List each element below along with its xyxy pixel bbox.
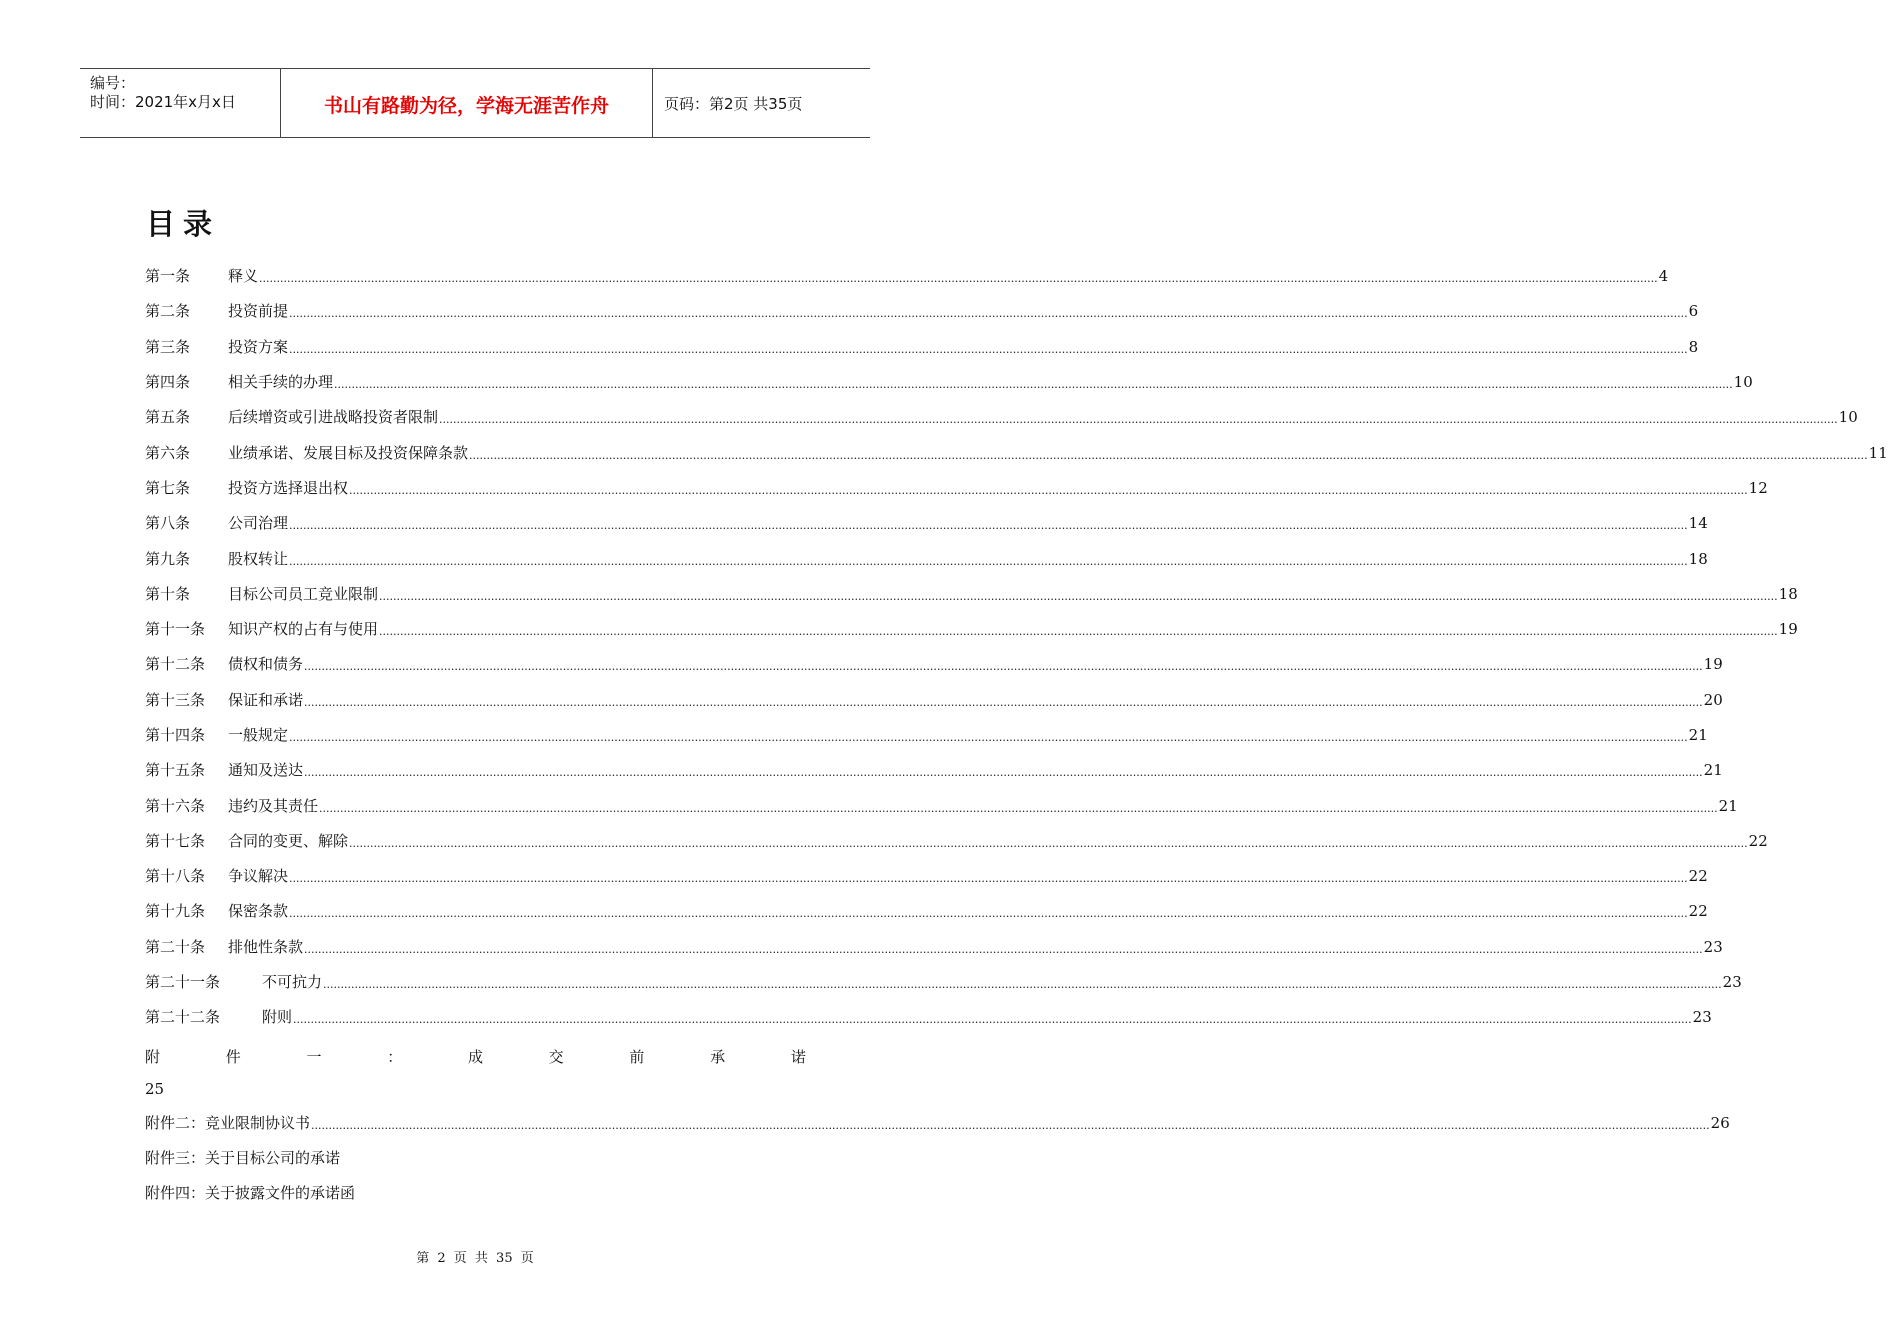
toc-entry-title: 后续增资或引进战略投资者限制 <box>228 408 439 427</box>
toc-entry-title: 投资方案 <box>228 337 289 356</box>
toc-entry-annex-1[interactable] <box>145 1036 806 1073</box>
toc-leader-dots: ................................................................................................................................................................................................................................................................................................................................................................................................................ <box>319 801 1718 815</box>
toc-entry-page: 6 <box>1688 302 1699 321</box>
toc-entry[interactable] <box>145 930 1723 965</box>
toc-annex-char: 附 <box>145 1047 161 1066</box>
toc-leader-dots: ................................................................................................................................................................................................................................................................................................................................................................................................................ <box>289 554 1688 568</box>
toc-leader-dots: ................................................................................................................................................................................................................................................................................................................................................................................................................ <box>289 872 1688 886</box>
toc-entry-title: 股权转让 <box>228 549 289 568</box>
toc-entry[interactable] <box>145 259 1669 294</box>
toc-entry-title: 附件二：竞业限制协议书 <box>145 1113 311 1132</box>
toc-entry-number: 第八条 <box>145 514 191 533</box>
toc-entry-title: 附件三：关于目标公司的承诺 <box>145 1148 341 1167</box>
toc-leader-dots: ................................................................................................................................................................................................................................................................................................................................................................................................................ <box>259 272 1658 286</box>
toc-entry-page: 4 <box>1658 267 1669 286</box>
toc-leader-dots: ................................................................................................................................................................................................................................................................................................................................................................................................................ <box>304 766 1703 780</box>
number-label: 编号： <box>90 74 136 92</box>
toc-entry-number: 第七条 <box>145 478 191 497</box>
toc-entry[interactable] <box>145 683 1723 718</box>
toc-entry-number: 第六条 <box>145 443 191 462</box>
toc-entry-title: 投资前提 <box>228 302 289 321</box>
toc-entry[interactable] <box>145 506 1708 541</box>
toc-entry[interactable] <box>145 718 1708 753</box>
toc-entry[interactable] <box>145 612 1798 647</box>
toc-leader-dots: ................................................................................................................................................................................................................................................................................................................................................................................................................ <box>311 1118 1710 1132</box>
toc-entry[interactable] <box>145 400 1858 435</box>
toc-entry-title: 释义 <box>228 267 259 286</box>
toc-entry-number: 第十八条 <box>145 867 206 886</box>
toc-entry-page: 19 <box>1778 620 1798 639</box>
header-meta-cell <box>80 69 281 137</box>
toc-entry[interactable] <box>145 788 1738 823</box>
toc-entry-page: 22 <box>1748 831 1768 850</box>
table-of-contents <box>145 259 1888 1211</box>
toc-entry-number: 第十四条 <box>145 726 206 744</box>
toc-entry-page: 10 <box>1838 408 1858 427</box>
toc-annex-char: 成 <box>467 1047 483 1066</box>
toc-entry-title: 投资方选择退出权 <box>228 478 349 497</box>
toc-entry-page: 10 <box>1733 373 1753 392</box>
toc-entry-number: 第十三条 <box>145 690 206 709</box>
toc-annex-char: 交 <box>548 1047 564 1066</box>
toc-entry-number: 第二十二条 <box>145 1008 221 1027</box>
toc-entry-page: 23 <box>1722 973 1742 992</box>
toc-entry[interactable] <box>145 824 1768 859</box>
toc-leader-dots: ................................................................................................................................................................................................................................................................................................................................................................................................................ <box>289 519 1688 533</box>
toc-entry-page: 25 <box>145 1080 165 1099</box>
toc-entry-number: 第二十条 <box>145 937 206 956</box>
toc-entry[interactable] <box>145 471 1768 506</box>
toc-entry-page: 26 <box>1710 1113 1730 1132</box>
toc-entry-page: 23 <box>1692 1008 1712 1027</box>
toc-entry-page: 23 <box>1703 937 1723 956</box>
toc-entry[interactable] <box>145 577 1798 612</box>
toc-entry-number: 第二条 <box>145 302 191 321</box>
toc-annex-char: 前 <box>629 1047 645 1066</box>
toc-annex-entry[interactable] <box>145 1141 806 1176</box>
toc-entry-title: 排他性条款 <box>228 937 304 956</box>
toc-entry[interactable] <box>145 435 1888 470</box>
toc-annex-entry[interactable] <box>145 1106 1730 1141</box>
toc-entry-page: 12 <box>1748 478 1768 497</box>
toc-entry-number: 第五条 <box>145 408 191 427</box>
toc-title: 目录 <box>146 207 221 241</box>
toc-entry-number: 第十六条 <box>145 796 206 815</box>
toc-entry[interactable] <box>145 365 1753 400</box>
toc-entry-page: 21 <box>1703 761 1723 780</box>
toc-leader-dots: ................................................................................................................................................................................................................................................................................................................................................................................................................ <box>304 695 1703 709</box>
toc-entry-page: 14 <box>1688 514 1708 533</box>
toc-leader-dots: ................................................................................................................................................................................................................................................................................................................................................................................................................ <box>439 413 1838 427</box>
toc-leader-dots: ................................................................................................................................................................................................................................................................................................................................................................................................................ <box>379 625 1778 639</box>
toc-entry-title: 知识产权的占有与使用 <box>228 620 379 639</box>
toc-leader-dots: ................................................................................................................................................................................................................................................................................................................................................................................................................ <box>289 731 1688 744</box>
toc-entry-page: 11 <box>1868 443 1888 462</box>
toc-entry-number: 第十七条 <box>145 831 206 850</box>
toc-leader-dots: ................................................................................................................................................................................................................................................................................................................................................................................................................ <box>289 342 1688 356</box>
toc-annex-entry[interactable] <box>145 1176 806 1211</box>
page-header <box>80 68 870 138</box>
toc-entry[interactable] <box>145 859 1708 894</box>
toc-leader-dots: ................................................................................................................................................................................................................................................................................................................................................................................................................ <box>334 378 1733 392</box>
toc-entry-page: 18 <box>1688 549 1708 568</box>
toc-entry-page: 22 <box>1688 867 1708 886</box>
toc-entry-title: 附件四：关于披露文件的承诺函 <box>145 1184 356 1203</box>
toc-leader-dots: ................................................................................................................................................................................................................................................................................................................................................................................................................ <box>293 1013 1692 1027</box>
toc-entry-page: 20 <box>1703 690 1723 709</box>
toc-entry-number: 第一条 <box>145 267 191 286</box>
toc-leader-dots: ................................................................................................................................................................................................................................................................................................................................................................................................................ <box>289 307 1688 321</box>
toc-entry-number: 第三条 <box>145 337 191 356</box>
toc-leader-dots: ................................................................................................................................................................................................................................................................................................................................................................................................................ <box>323 978 1722 992</box>
toc-entry-page: 21 <box>1718 796 1738 815</box>
toc-annex-char: 件 <box>225 1047 241 1066</box>
toc-entry-number: 第十五条 <box>145 761 206 780</box>
toc-leader-dots: ................................................................................................................................................................................................................................................................................................................................................................................................................ <box>349 483 1748 497</box>
toc-entry-number: 第十一条 <box>145 620 206 639</box>
toc-entry-number: 第九条 <box>145 549 191 568</box>
toc-entry-number: 第十二条 <box>145 655 206 674</box>
toc-annex-char: ： <box>387 1047 403 1066</box>
toc-entry[interactable] <box>145 541 1708 576</box>
toc-entry-title: 一般规定 <box>228 726 289 744</box>
toc-leader-dots: ................................................................................................................................................................................................................................................................................................................................................................................................................ <box>469 448 1868 462</box>
toc-entry[interactable] <box>145 647 1723 682</box>
toc-entry-page: 22 <box>1688 902 1708 921</box>
toc-entry-number: 第十条 <box>145 584 191 603</box>
toc-annex-char: 承 <box>710 1047 726 1066</box>
toc-entry[interactable] <box>145 894 1708 929</box>
toc-leader-dots: ................................................................................................................................................................................................................................................................................................................................................................................................................ <box>349 836 1748 850</box>
toc-entry-page: 18 <box>1778 584 1798 603</box>
toc-entry[interactable] <box>145 330 1699 365</box>
toc-entry-number: 第十九条 <box>145 902 206 921</box>
toc-entry-page: 8 <box>1688 337 1699 356</box>
header-motto: 书山有路勤为径，学海无涯苦作舟 <box>281 69 653 137</box>
toc-entry-page: 19 <box>1703 655 1723 674</box>
time-label: 时间：2021年x月x日 <box>90 93 236 111</box>
toc-entry-title: 目标公司员工竞业限制 <box>228 584 379 603</box>
toc-entry-title: 保证和承诺 <box>228 690 304 709</box>
toc-entry-title: 保密条款 <box>228 902 289 921</box>
toc-entry-title: 业绩承诺、发展目标及投资保障条款 <box>228 443 469 462</box>
page-footer: 第 2 页 共 35 页 <box>416 1251 534 1266</box>
toc-entry[interactable] <box>145 965 1742 1000</box>
toc-entry-title: 争议解决 <box>228 867 289 886</box>
toc-entry-page: 21 <box>1688 726 1708 744</box>
header-page-info: 页码：第2页 共35页 <box>664 94 803 113</box>
toc-leader-dots: ................................................................................................................................................................................................................................................................................................................................................................................................................ <box>289 907 1688 921</box>
toc-entry-title: 债权和债务 <box>228 655 304 674</box>
toc-entry-title: 公司治理 <box>228 514 289 533</box>
toc-annex-char: 诺 <box>790 1047 806 1066</box>
toc-entry-title: 不可抗力 <box>262 973 323 992</box>
toc-leader-dots: ................................................................................................................................................................................................................................................................................................................................................................................................................ <box>304 942 1703 956</box>
toc-entry[interactable] <box>145 294 1699 329</box>
toc-entry-title: 附则 <box>262 1008 293 1027</box>
toc-entry-title: 通知及送达 <box>228 761 304 780</box>
toc-entry-title: 违约及其责任 <box>228 796 319 815</box>
toc-entry[interactable] <box>145 753 1723 788</box>
toc-entry-number: 第四条 <box>145 373 191 392</box>
toc-annex-char: 一 <box>306 1047 322 1066</box>
toc-entry[interactable] <box>145 1000 1712 1035</box>
toc-leader-dots: ................................................................................................................................................................................................................................................................................................................................................................................................................ <box>379 589 1778 603</box>
toc-entry-title: 相关手续的办理 <box>228 373 334 392</box>
toc-leader-dots: ................................................................................................................................................................................................................................................................................................................................................................................................................ <box>304 660 1703 674</box>
toc-entry-number: 第二十一条 <box>145 973 221 992</box>
toc-entry-title: 合同的变更、解除 <box>228 831 349 850</box>
